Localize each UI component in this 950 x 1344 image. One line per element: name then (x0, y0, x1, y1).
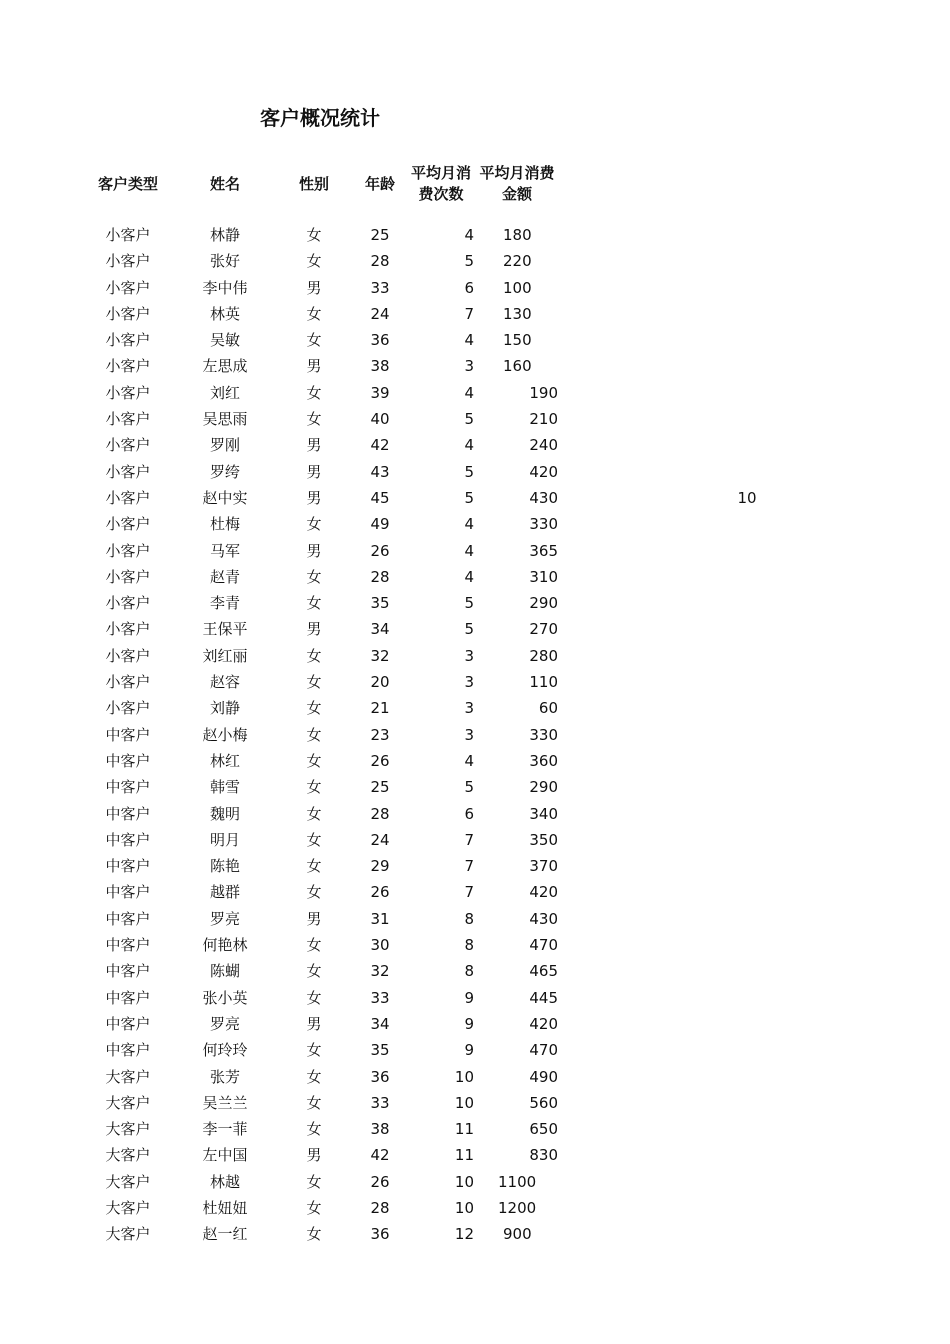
customer-type-cell: 小客户 (105, 541, 151, 560)
header-monthly-amount-line1: 平均月消费 (479, 164, 555, 182)
monthly-count-cell: 3 (464, 357, 474, 376)
gender-cell: 男 (306, 620, 322, 639)
name-cell: 林红 (209, 751, 240, 770)
monthly-amount-cell: 100 (503, 278, 532, 297)
age-cell: 32 (370, 962, 390, 981)
monthly-amount-cell: 650 (529, 1120, 558, 1139)
age-cell: 25 (370, 226, 390, 244)
age-cell: 28 (370, 1198, 390, 1217)
name-cell: 王保平 (202, 620, 248, 639)
name-cell: 罗绔 (209, 462, 240, 481)
gender-cell: 女 (306, 304, 322, 323)
name-cell: 何玲玲 (202, 1041, 248, 1060)
gender-cell: 女 (306, 515, 322, 534)
table-row (0, 1011, 950, 1037)
monthly-count-cell: 7 (464, 304, 474, 323)
monthly-amount-cell: 150 (503, 331, 532, 350)
age-cell: 26 (370, 751, 390, 770)
gender-cell: 女 (306, 1093, 322, 1112)
age-cell: 26 (370, 883, 390, 902)
header-monthly-count (406, 162, 476, 206)
monthly-amount-cell: 1100 (498, 1172, 537, 1191)
name-cell: 左中国 (202, 1146, 248, 1165)
customer-type-cell: 小客户 (105, 462, 151, 481)
customer-type-cell: 大客户 (105, 1067, 151, 1086)
name-cell: 吴兰兰 (202, 1093, 248, 1112)
gender-cell: 女 (306, 646, 322, 665)
customer-type-cell: 中客户 (105, 988, 151, 1007)
gender-cell: 女 (306, 1120, 322, 1139)
table-row (0, 222, 950, 248)
gender-cell: 男 (306, 357, 322, 376)
monthly-amount-cell: 240 (529, 436, 558, 455)
monthly-amount-cell: 490 (529, 1067, 558, 1086)
gender-cell: 女 (306, 331, 322, 350)
monthly-amount-cell: 310 (529, 567, 558, 586)
table-row (0, 1221, 950, 1247)
name-cell: 林英 (209, 304, 240, 323)
monthly-count-cell: 4 (464, 331, 474, 350)
customer-type-cell: 中客户 (105, 1014, 151, 1033)
gender-cell: 女 (306, 804, 322, 823)
customer-type-cell: 小客户 (105, 646, 151, 665)
monthly-amount-cell: 560 (529, 1093, 558, 1112)
monthly-amount-cell: 830 (529, 1146, 558, 1165)
age-cell: 49 (370, 515, 390, 534)
gender-cell: 男 (306, 462, 322, 481)
table-row (0, 1037, 950, 1063)
monthly-count-cell: 7 (464, 857, 474, 876)
customer-type-cell: 中客户 (105, 778, 151, 797)
customer-type-cell: 中客户 (105, 857, 151, 876)
monthly-amount-cell: 220 (503, 252, 532, 271)
customer-type-cell: 大客户 (105, 1093, 151, 1112)
table-row (0, 511, 950, 537)
sheet-title: 客户概况统计 (260, 106, 380, 130)
monthly-count-cell: 10 (454, 1198, 474, 1217)
name-cell: 何艳林 (202, 936, 248, 955)
monthly-amount-cell: 330 (529, 725, 558, 744)
monthly-count-cell: 11 (454, 1146, 474, 1165)
gender-cell: 女 (306, 1225, 322, 1244)
customer-type-cell: 大客户 (105, 1146, 151, 1165)
customer-type-cell: 中客户 (105, 883, 151, 902)
table-row (0, 801, 950, 827)
customer-type-cell: 大客户 (105, 1120, 151, 1139)
monthly-amount-cell: 350 (529, 830, 558, 849)
gender-cell: 男 (306, 909, 322, 928)
monthly-count-cell: 3 (464, 699, 474, 718)
monthly-count-cell: 5 (464, 594, 474, 613)
age-cell: 36 (370, 331, 390, 350)
customer-type-cell: 小客户 (105, 331, 151, 350)
age-cell: 36 (370, 1067, 390, 1086)
name-cell: 李中伟 (202, 278, 248, 297)
monthly-amount-cell: 290 (529, 594, 558, 613)
gender-cell: 女 (306, 936, 322, 955)
monthly-count-cell: 8 (464, 909, 474, 928)
monthly-count-cell: 4 (464, 515, 474, 534)
monthly-count-cell: 10 (454, 1172, 474, 1191)
name-cell: 杜梅 (209, 515, 240, 534)
customer-type-cell: 小客户 (105, 252, 151, 271)
monthly-count-cell: 4 (464, 567, 474, 586)
monthly-count-cell: 9 (464, 1014, 474, 1033)
header-monthly-count-line1: 平均月消 (410, 164, 471, 182)
name-cell: 赵小梅 (202, 725, 248, 744)
name-cell: 李青 (209, 594, 240, 613)
table-row (0, 879, 950, 905)
age-cell: 33 (370, 278, 390, 297)
age-cell: 26 (370, 1172, 390, 1191)
table-row (0, 932, 950, 958)
customer-type-cell: 小客户 (105, 594, 151, 613)
customer-type-cell: 小客户 (105, 673, 151, 692)
gender-cell: 男 (306, 488, 322, 507)
gender-cell: 女 (306, 778, 322, 797)
name-cell: 赵青 (209, 567, 240, 586)
customer-type-cell: 中客户 (105, 1041, 151, 1060)
table-row (0, 459, 950, 485)
name-cell: 韩雪 (209, 778, 240, 797)
monthly-amount-cell: 110 (529, 673, 558, 692)
age-cell: 42 (370, 1146, 390, 1165)
monthly-amount-cell: 270 (529, 620, 558, 639)
table-row (0, 327, 950, 353)
age-cell: 29 (370, 857, 390, 876)
table-row (0, 301, 950, 327)
customer-type-cell: 小客户 (105, 567, 151, 586)
gender-cell: 女 (306, 1198, 322, 1217)
gender-cell: 女 (306, 751, 322, 770)
customer-type-cell: 中客户 (105, 751, 151, 770)
table-row (0, 1064, 950, 1090)
monthly-amount-cell: 370 (529, 857, 558, 876)
table-row (0, 669, 950, 695)
table-row (0, 248, 950, 274)
name-cell: 张好 (209, 252, 240, 271)
age-cell: 31 (370, 909, 390, 928)
name-cell: 赵一红 (202, 1225, 248, 1244)
gender-cell: 女 (306, 252, 322, 271)
customer-type-cell: 小客户 (105, 436, 151, 455)
age-cell: 35 (370, 594, 390, 613)
monthly-amount-cell: 280 (529, 646, 558, 665)
gender-cell: 女 (306, 567, 322, 586)
table-row (0, 1116, 950, 1142)
name-cell: 陈艳 (209, 857, 240, 876)
gender-cell: 女 (306, 673, 322, 692)
header-monthly-count-line2: 费次数 (418, 185, 464, 203)
age-cell: 43 (370, 462, 390, 481)
monthly-count-cell: 8 (464, 936, 474, 955)
monthly-count-cell: 4 (464, 541, 474, 560)
header-age: 年龄 (364, 174, 395, 193)
gender-cell: 女 (306, 699, 322, 718)
stray-value-cell: 10 (737, 488, 757, 507)
name-cell: 刘红丽 (202, 646, 248, 665)
name-cell: 刘红 (209, 383, 240, 402)
customer-type-cell: 小客户 (105, 383, 151, 402)
monthly-count-cell: 12 (454, 1225, 474, 1244)
table-row (0, 538, 950, 564)
monthly-count-cell: 9 (464, 988, 474, 1007)
header-name: 姓名 (209, 174, 240, 193)
monthly-count-cell: 5 (464, 410, 474, 429)
monthly-amount-cell: 330 (529, 515, 558, 534)
age-cell: 33 (370, 1093, 390, 1112)
monthly-count-cell: 5 (464, 462, 474, 481)
age-cell: 40 (370, 410, 390, 429)
monthly-count-cell: 8 (464, 962, 474, 981)
gender-cell: 女 (306, 383, 322, 402)
monthly-count-cell: 3 (464, 725, 474, 744)
table-row (0, 722, 950, 748)
age-cell: 23 (370, 725, 390, 744)
customer-type-cell: 大客户 (105, 1225, 151, 1244)
header-customer-type: 客户类型 (97, 174, 158, 193)
monthly-count-cell: 5 (464, 252, 474, 271)
gender-cell: 女 (306, 830, 322, 849)
monthly-amount-cell: 430 (529, 909, 558, 928)
monthly-count-cell: 7 (464, 830, 474, 849)
age-cell: 28 (370, 804, 390, 823)
gender-cell: 女 (306, 594, 322, 613)
gender-cell: 女 (306, 1041, 322, 1060)
gender-cell: 女 (306, 988, 322, 1007)
monthly-count-cell: 4 (464, 383, 474, 402)
name-cell: 张芳 (209, 1067, 240, 1086)
customer-type-cell: 小客户 (105, 357, 151, 376)
monthly-count-cell: 4 (464, 751, 474, 770)
age-cell: 34 (370, 1014, 390, 1033)
gender-cell: 男 (306, 1146, 322, 1165)
age-cell: 32 (370, 646, 390, 665)
name-cell: 杜妞妞 (202, 1198, 248, 1217)
monthly-amount-cell: 900 (503, 1225, 532, 1244)
monthly-count-cell: 4 (464, 226, 474, 244)
customer-type-cell: 小客户 (105, 699, 151, 718)
monthly-amount-cell: 130 (503, 304, 532, 323)
monthly-amount-cell: 470 (529, 936, 558, 955)
monthly-amount-cell: 1200 (498, 1198, 537, 1217)
header-gender: 性别 (298, 174, 329, 193)
table-row (0, 906, 950, 932)
name-cell: 林静 (209, 226, 240, 244)
name-cell: 陈蝴 (209, 962, 240, 981)
gender-cell: 女 (306, 410, 322, 429)
table-row (0, 406, 950, 432)
header-monthly-amount-line2: 金额 (501, 185, 532, 203)
table-row (0, 275, 950, 301)
table-row (0, 853, 950, 879)
monthly-amount-cell: 340 (529, 804, 558, 823)
monthly-count-cell: 7 (464, 883, 474, 902)
name-cell: 张小英 (202, 988, 248, 1007)
table-row (0, 485, 950, 511)
monthly-count-cell: 3 (464, 646, 474, 665)
monthly-count-cell: 5 (464, 778, 474, 797)
monthly-amount-cell: 445 (529, 988, 558, 1007)
age-cell: 28 (370, 252, 390, 271)
age-cell: 24 (370, 830, 390, 849)
gender-cell: 男 (306, 1014, 322, 1033)
name-cell: 左思成 (202, 357, 248, 376)
customer-type-cell: 小客户 (105, 515, 151, 534)
monthly-amount-cell: 420 (529, 462, 558, 481)
gender-cell: 男 (306, 436, 322, 455)
name-cell: 罗亮 (209, 909, 240, 928)
table-row (0, 616, 950, 642)
table-row (0, 695, 950, 721)
age-cell: 30 (370, 936, 390, 955)
gender-cell: 女 (306, 226, 322, 244)
customer-type-cell: 中客户 (105, 830, 151, 849)
name-cell: 赵中实 (202, 488, 248, 507)
gender-cell: 女 (306, 1172, 322, 1191)
name-cell: 罗亮 (209, 1014, 240, 1033)
monthly-count-cell: 6 (464, 278, 474, 297)
age-cell: 25 (370, 778, 390, 797)
customer-type-cell: 小客户 (105, 226, 151, 244)
age-cell: 34 (370, 620, 390, 639)
gender-cell: 女 (306, 883, 322, 902)
monthly-amount-cell: 160 (503, 357, 532, 376)
monthly-amount-cell: 430 (529, 488, 558, 507)
name-cell: 李一菲 (202, 1120, 248, 1139)
gender-cell: 男 (306, 541, 322, 560)
header-monthly-amount (474, 162, 560, 206)
customer-type-cell: 小客户 (105, 488, 151, 507)
age-cell: 26 (370, 541, 390, 560)
customer-type-cell: 中客户 (105, 936, 151, 955)
age-cell: 38 (370, 357, 390, 376)
monthly-amount-cell: 465 (529, 962, 558, 981)
table-row (0, 985, 950, 1011)
name-cell: 越群 (209, 883, 240, 902)
name-cell: 吴思雨 (202, 410, 248, 429)
monthly-amount-cell: 190 (529, 383, 558, 402)
monthly-count-cell: 3 (464, 673, 474, 692)
customer-type-cell: 小客户 (105, 304, 151, 323)
table-row (0, 1195, 950, 1221)
age-cell: 20 (370, 673, 390, 692)
table-row (0, 643, 950, 669)
monthly-count-cell: 6 (464, 804, 474, 823)
gender-cell: 女 (306, 725, 322, 744)
name-cell: 吴敏 (209, 331, 240, 350)
customer-type-cell: 小客户 (105, 620, 151, 639)
monthly-count-cell: 9 (464, 1041, 474, 1060)
name-cell: 明月 (209, 830, 240, 849)
age-cell: 21 (370, 699, 390, 718)
table-row (0, 380, 950, 406)
monthly-amount-cell: 180 (503, 226, 532, 244)
monthly-amount-cell: 420 (529, 883, 558, 902)
customer-type-cell: 中客户 (105, 804, 151, 823)
monthly-count-cell: 5 (464, 488, 474, 507)
table-row (0, 958, 950, 984)
name-cell: 赵容 (209, 673, 240, 692)
table-row (0, 1090, 950, 1116)
name-cell: 刘静 (209, 699, 240, 718)
name-cell: 罗刚 (209, 436, 240, 455)
table-row (0, 1142, 950, 1168)
table-row (0, 590, 950, 616)
customer-type-cell: 中客户 (105, 909, 151, 928)
table-row (0, 432, 950, 458)
monthly-count-cell: 11 (454, 1120, 474, 1139)
monthly-count-cell: 5 (464, 620, 474, 639)
age-cell: 28 (370, 567, 390, 586)
table-row (0, 353, 950, 379)
monthly-count-cell: 4 (464, 436, 474, 455)
table-row (0, 564, 950, 590)
gender-cell: 男 (306, 278, 322, 297)
gender-cell: 女 (306, 962, 322, 981)
monthly-amount-cell: 60 (538, 699, 558, 718)
name-cell: 林越 (209, 1172, 240, 1191)
customer-type-cell: 中客户 (105, 962, 151, 981)
gender-cell: 女 (306, 1067, 322, 1086)
age-cell: 24 (370, 304, 390, 323)
gender-cell: 女 (306, 857, 322, 876)
age-cell: 33 (370, 988, 390, 1007)
monthly-count-cell: 10 (454, 1093, 474, 1112)
table-row (0, 1169, 950, 1195)
monthly-amount-cell: 210 (529, 410, 558, 429)
age-cell: 36 (370, 1225, 390, 1244)
customer-type-cell: 大客户 (105, 1198, 151, 1217)
monthly-count-cell: 10 (454, 1067, 474, 1086)
customer-table-body (0, 222, 950, 1248)
age-cell: 38 (370, 1120, 390, 1139)
age-cell: 42 (370, 436, 390, 455)
monthly-amount-cell: 420 (529, 1014, 558, 1033)
name-cell: 马军 (209, 541, 240, 560)
table-row (0, 774, 950, 800)
monthly-amount-cell: 365 (529, 541, 558, 560)
customer-type-cell: 小客户 (105, 410, 151, 429)
customer-type-cell: 中客户 (105, 725, 151, 744)
table-row (0, 748, 950, 774)
monthly-amount-cell: 360 (529, 751, 558, 770)
age-cell: 45 (370, 488, 390, 507)
monthly-amount-cell: 290 (529, 778, 558, 797)
customer-type-cell: 大客户 (105, 1172, 151, 1191)
customer-type-cell: 小客户 (105, 278, 151, 297)
table-row (0, 827, 950, 853)
name-cell: 魏明 (209, 804, 240, 823)
monthly-amount-cell: 470 (529, 1041, 558, 1060)
age-cell: 39 (370, 383, 390, 402)
age-cell: 35 (370, 1041, 390, 1060)
